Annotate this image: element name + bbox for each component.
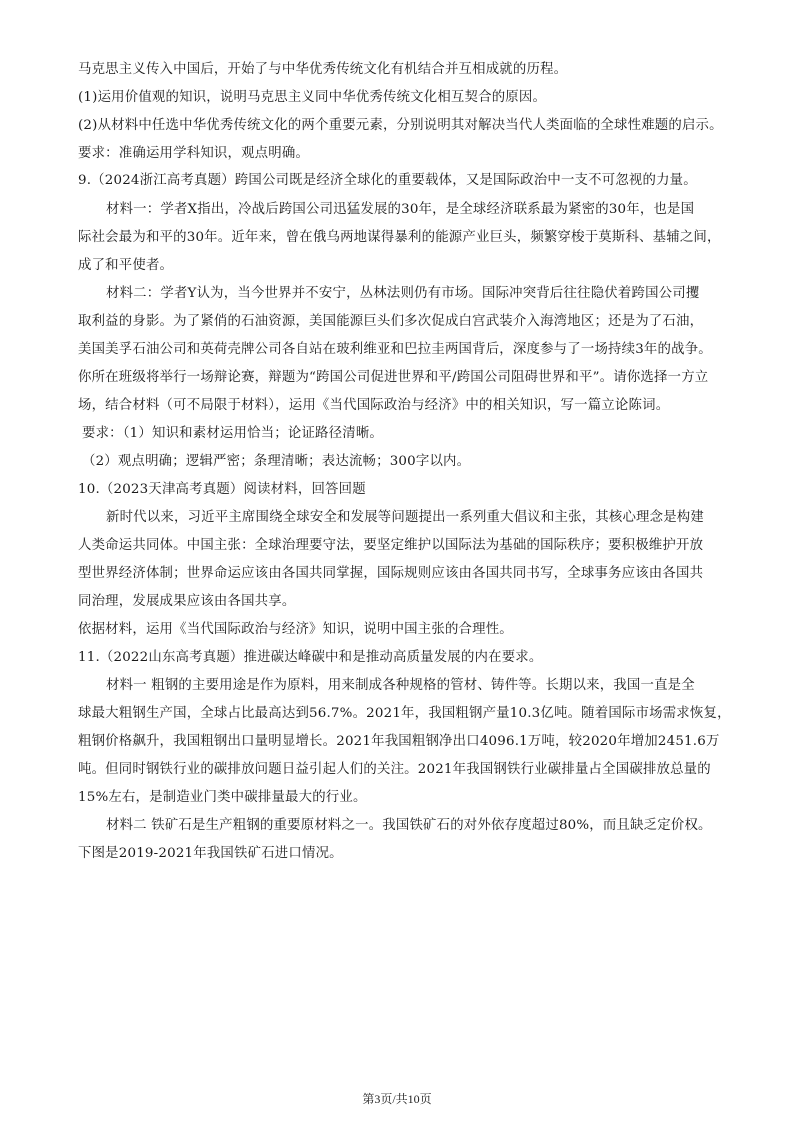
- material-paragraph: 人类命运共同体。中国主张：全球治理要守法，要坚定维护以国际法为基础的国际秩序；要积极维护开放: [78, 538, 704, 553]
- question-part-1: (1)运用价值观的知识，说明马克思主义同中华优秀传统文化相互契合的原因。: [78, 90, 547, 105]
- material-paragraph: 材料一：学者X指出，冷战后跨国公司迅猛发展的30年，是全球经济联系最为紧密的30年，也是国: [106, 202, 695, 217]
- material-paragraph: 材料二 铁矿石是生产粗钢的重要原材料之一。我国铁矿石的对外依存度超过80%，而且缺乏定价权。: [106, 818, 712, 833]
- material-paragraph: 球最大粗钢生产国，全球占比最高达到56.7%。2021年，我国粗钢产量10.3亿吨。随着国际市场需求恢复，: [78, 706, 731, 721]
- question-10-heading: 10.（2023天津高考真题）阅读材料，回答回题: [78, 482, 366, 497]
- material-paragraph: 型世界经济体制；世界命运应该由各国共同掌握，国际规则应该由各国共同书写，全球事务应该由各国共: [78, 566, 704, 581]
- material-paragraph: 同治理，发展成果应该由各国共享。: [78, 594, 296, 609]
- material-paragraph: 美国美孚石油公司和英荷壳牌公司各自站在玻利维亚和巴拉圭两国背后，深度参与了一场持续3年的战争。: [78, 342, 712, 357]
- question-9-heading: 9.（2024浙江高考真题）跨国公司既是经济全球化的重要载体，又是国际政治中一支不可忽视的力量。: [78, 173, 697, 188]
- text-line: 依据材料，运用《当代国际政治与经济》知识，说明中国主张的合理性。: [78, 622, 513, 637]
- material-paragraph: 新时代以来，习近平主席围绕全球安全和发展等问题提出一系列重大倡议和主张，其核心理念是构建: [106, 510, 704, 525]
- material-paragraph: 材料一 粗钢的主要用途是作为原料，用来制成各种规格的管材、铸件等。长期以来，我国一直是全: [106, 678, 695, 693]
- page-number: 第3页/共10页: [362, 1092, 432, 1106]
- material-paragraph: 15%左右，是制造业门类中碳排量最大的行业。: [78, 790, 367, 805]
- requirement-line: （2）观点明确；逻辑严密；条理清晰；表达流畅；300字以内。: [82, 454, 471, 469]
- material-paragraph: 成了和平使者。: [78, 258, 174, 273]
- text-line: 你所在班级将举行一场辩论赛，辩题为“跨国公司促进世界和平/跨国公司阻碍世界和平”。请你选择一方立: [78, 370, 709, 385]
- material-paragraph: 际社会最为和平的30年。近年来，曾在俄乌两地谋得暴利的能源产业巨头，频繁穿梭于莫斯科、基辅之间，: [78, 230, 721, 245]
- question-11-heading: 11.（2022山东高考真题）推进碳达峰碳中和是推动高质量发展的内在要求。: [78, 650, 543, 665]
- requirement-line: 要求：（1）知识和素材运用恰当；论证路径清晰。: [82, 426, 384, 441]
- material-paragraph: 取利益的身影。为了紧俏的石油资源，美国能源巨头们多次促成白宫武装介入海湾地区；还是为了石油，: [78, 314, 704, 329]
- material-paragraph: 材料二：学者Y认为，当今世界并不安宁，丛林法则仍有市场。国际冲突背后往往隐伏着跨国公司攫: [106, 286, 700, 301]
- material-paragraph: 粗钢价格飙升，我国粗钢出口量明显增长。2021年我国粗钢净出口4096.1万吨，较2020年增加2451.6万: [78, 734, 720, 749]
- material-paragraph: 吨。但同时钢铁行业的碳排放问题日益引起人们的关注。2021年我国钢铁行业碳排量占全国碳排放总量的: [78, 762, 711, 777]
- text-line: 场，结合材料（可不局限于材料），运用《当代国际政治与经济》中的相关知识，写一篇立论陈词。: [78, 398, 670, 413]
- material-paragraph: 下图是2019-2021年我国铁矿石进口情况。: [78, 846, 343, 861]
- question-part-2: (2)从材料中任选中华优秀传统文化的两个重要元素，分别说明其对解决当代人类面临的全球性难题的启示。: [78, 118, 723, 133]
- requirement-line: 要求：准确运用学科知识，观点明确。: [78, 146, 310, 161]
- text-line: 马克思主义传入中国后，开始了与中华优秀传统文化有机结合并互相成就的历程。: [78, 62, 568, 77]
